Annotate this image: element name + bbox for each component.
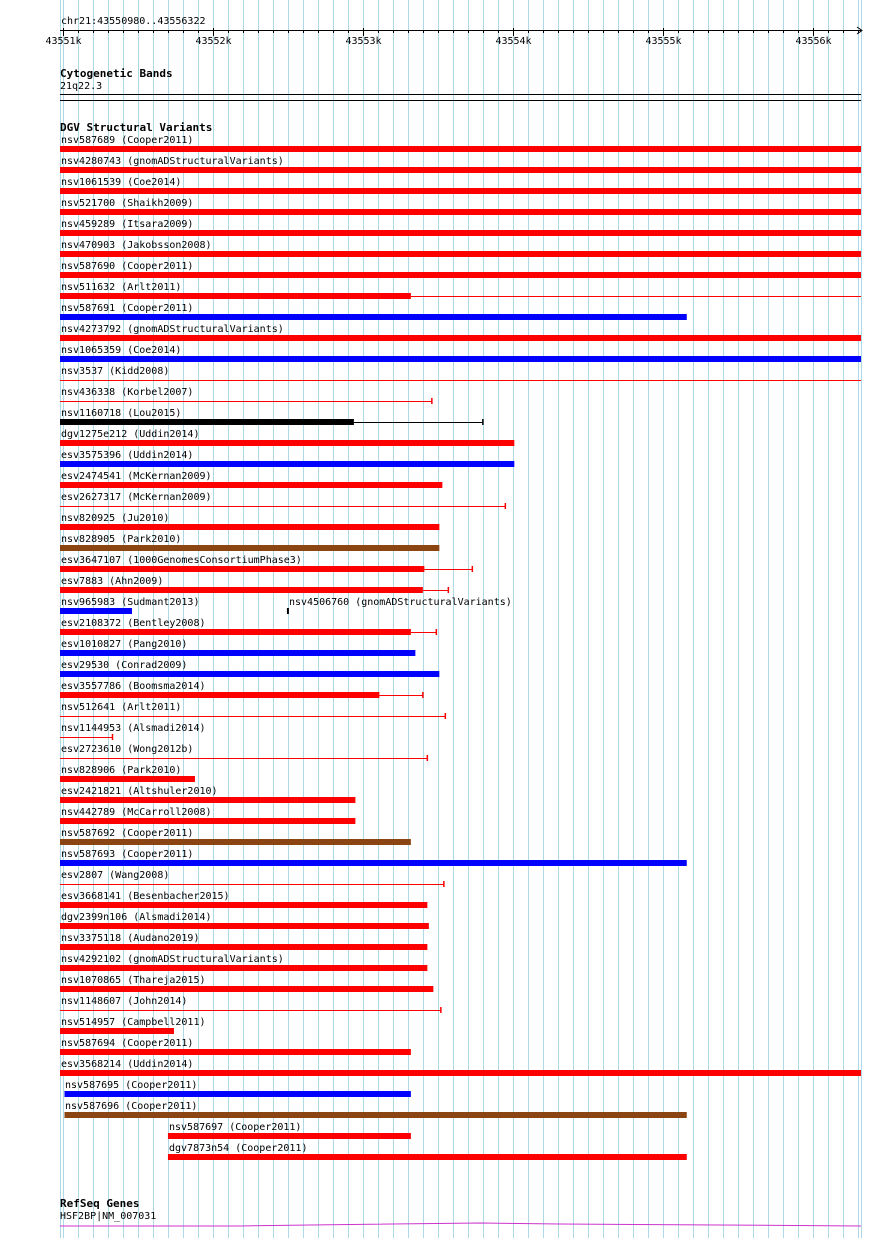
variant-label: esv7883 (Ahn2009) — [61, 576, 164, 587]
variant-feature[interactable] — [60, 219, 861, 236]
variant-feature[interactable] — [60, 849, 687, 866]
variant-bar[interactable] — [60, 188, 861, 194]
variant-feature[interactable] — [168, 1122, 411, 1139]
variant-bar[interactable] — [60, 1070, 861, 1076]
cytoband-ideogram — [60, 95, 861, 101]
variant-bar[interactable] — [168, 1133, 411, 1139]
variant-feature[interactable] — [60, 366, 861, 381]
variant-feature[interactable] — [60, 912, 429, 929]
variant-label: nsv828905 (Park2010) — [61, 534, 182, 545]
variant-label: nsv4506760 (gnomADStructuralVariants) — [289, 597, 512, 608]
variant-feature[interactable] — [60, 303, 687, 320]
variant-label: esv3575396 (Uddin2014) — [61, 450, 194, 461]
variant-label: nsv521700 (Shaikh2009) — [61, 198, 194, 209]
variant-bar[interactable] — [60, 965, 427, 971]
dgv-track-title[interactable]: DGV Structural Variants — [60, 121, 213, 134]
variant-bar[interactable] — [60, 482, 442, 488]
ruler-tick-label: 43555k — [645, 36, 682, 47]
variant-feature[interactable] — [60, 408, 483, 425]
variant-label: esv2723610 (Wong2012b) — [61, 744, 194, 755]
refseq-track-title[interactable]: RefSeq Genes — [60, 1197, 140, 1210]
variant-bar[interactable] — [60, 587, 423, 593]
variant-feature[interactable] — [60, 555, 472, 572]
variant-label: dgv7873n54 (Cooper2011) — [169, 1143, 308, 1154]
variant-label: nsv514957 (Campbell2011) — [61, 1017, 206, 1028]
variant-label: nsv587695 (Cooper2011) — [65, 1080, 198, 1091]
variant-bar[interactable] — [60, 797, 355, 803]
variant-feature[interactable] — [60, 177, 861, 194]
variant-bar[interactable] — [60, 860, 687, 866]
variant-label: nsv828906 (Park2010) — [61, 765, 182, 776]
variant-label: nsv3537 (Kidd2008) — [61, 366, 170, 377]
variant-bar[interactable] — [60, 839, 411, 845]
variant-label: esv2807 (Wang2008) — [61, 870, 170, 881]
variant-feature[interactable] — [64, 1101, 686, 1118]
variant-bar[interactable] — [60, 524, 439, 530]
variant-label: nsv511632 (Arlt2011) — [61, 282, 182, 293]
variant-label: nsv4273792 (gnomADStructuralVariants) — [61, 324, 284, 335]
variant-bar[interactable] — [60, 566, 424, 572]
variant-label: nsv4292102 (gnomADStructuralVariants) — [61, 954, 284, 965]
ruler-tick-label: 43554k — [495, 36, 532, 47]
variant-label: esv29530 (Conrad2009) — [61, 660, 188, 671]
ruler-tick-label: 43551k — [45, 36, 82, 47]
variant-label: nsv587690 (Cooper2011) — [61, 261, 194, 272]
refseq-gene-model[interactable] — [60, 1223, 861, 1226]
variant-label: esv1010827 (Pang2010) — [61, 639, 188, 650]
variant-bar[interactable] — [60, 629, 411, 635]
variant-bar[interactable] — [60, 440, 514, 446]
variant-label: nsv587692 (Cooper2011) — [61, 828, 194, 839]
variant-feature[interactable] — [60, 618, 436, 635]
variant-feature[interactable] — [60, 450, 514, 467]
variant-label: nsv1160718 (Lou2015) — [61, 408, 182, 419]
variant-feature[interactable] — [60, 954, 427, 971]
variant-label: esv2421821 (Altshuler2010) — [61, 786, 218, 797]
variant-bar[interactable] — [60, 230, 861, 236]
variant-bar[interactable] — [60, 419, 354, 425]
variant-label: nsv436338 (Korbel2007) — [61, 387, 194, 398]
variant-bar[interactable] — [60, 272, 861, 278]
variant-feature[interactable] — [60, 261, 861, 278]
variant-bar[interactable] — [60, 986, 433, 992]
variant-bar[interactable] — [60, 293, 411, 299]
variant-bar[interactable] — [60, 335, 861, 341]
variant-feature[interactable] — [60, 345, 861, 362]
variant-bar[interactable] — [60, 650, 415, 656]
variant-label: esv3647107 (1000GenomesConsortiumPhase3) — [61, 555, 302, 566]
variant-feature[interactable] — [60, 996, 441, 1013]
variant-feature[interactable] — [60, 975, 433, 992]
variant-label: esv2474541 (McKernan2009) — [61, 471, 212, 482]
variant-label: nsv1144953 (Alsmadi2014) — [61, 723, 206, 734]
variant-bar[interactable] — [60, 209, 861, 215]
variant-feature[interactable] — [60, 1038, 411, 1055]
variant-feature[interactable] — [60, 807, 355, 824]
variant-feature[interactable] — [60, 513, 439, 530]
variant-feature[interactable] — [60, 702, 445, 719]
region-coordinates-label: chr21:43550980..43556322 — [61, 16, 206, 27]
variant-feature[interactable] — [60, 576, 448, 593]
refseq-gene-label[interactable]: HSF2BP|NM_007031 — [60, 1211, 157, 1222]
variant-feature[interactable] — [60, 282, 861, 299]
variant-bar[interactable] — [60, 1028, 174, 1034]
variant-feature[interactable] — [64, 1080, 410, 1097]
ruler-tick-label: 43553k — [345, 36, 382, 47]
variant-feature[interactable] — [60, 828, 411, 845]
variant-bar[interactable] — [60, 818, 355, 824]
variant-label: dgv2399n106 (Alsmadi2014) — [61, 912, 212, 923]
variant-feature[interactable] — [288, 597, 512, 614]
variant-bar[interactable] — [168, 1154, 687, 1160]
variant-bar[interactable] — [60, 167, 861, 173]
variant-label: nsv3375118 (Audano2019) — [61, 933, 200, 944]
variant-feature[interactable] — [60, 639, 415, 656]
variant-feature[interactable] — [60, 240, 861, 257]
variant-label: nsv470903 (Jakobsson2008) — [61, 240, 212, 251]
cytoband-track-title[interactable]: Cytogenetic Bands — [60, 67, 173, 80]
variant-feature[interactable] — [60, 198, 861, 215]
variant-label: nsv587693 (Cooper2011) — [61, 849, 194, 860]
variant-label: nsv587694 (Cooper2011) — [61, 1038, 194, 1049]
variant-bar[interactable] — [60, 692, 379, 698]
variant-bar[interactable] — [60, 314, 687, 320]
variant-label: nsv1148607 (John2014) — [61, 996, 188, 1007]
variant-feature[interactable] — [168, 1143, 687, 1160]
variant-bar[interactable] — [64, 1112, 686, 1118]
variant-bar[interactable] — [60, 251, 861, 257]
variant-label: nsv820925 (Ju2010) — [61, 513, 170, 524]
variant-bar[interactable] — [60, 776, 195, 782]
variant-feature[interactable] — [60, 135, 861, 152]
variant-label: esv3668141 (Besenbacher2015) — [61, 891, 230, 902]
variant-bar[interactable] — [60, 671, 439, 677]
variant-bar[interactable] — [60, 944, 427, 950]
variant-label: esv3568214 (Uddin2014) — [61, 1059, 194, 1070]
variant-bar[interactable] — [60, 902, 427, 908]
variant-label: esv3557786 (Boomsma2014) — [61, 681, 206, 692]
variant-bar[interactable] — [60, 461, 514, 467]
variant-feature[interactable] — [60, 324, 861, 341]
variant-feature[interactable] — [60, 429, 514, 446]
variant-feature[interactable] — [60, 387, 432, 404]
variant-label: nsv1065359 (Coe2014) — [61, 345, 182, 356]
variant-feature[interactable] — [60, 156, 861, 173]
variant-feature[interactable] — [60, 786, 355, 803]
variant-label: nsv459289 (Itsara2009) — [61, 219, 194, 230]
variant-feature[interactable] — [60, 534, 439, 551]
variant-bar[interactable] — [60, 356, 861, 362]
variant-feature[interactable] — [60, 870, 444, 887]
variant-feature[interactable] — [60, 597, 199, 614]
variant-label: nsv965983 (Sudmant2013) — [61, 597, 200, 608]
variant-label: nsv587689 (Cooper2011) — [61, 135, 194, 146]
variant-bar[interactable] — [64, 1091, 410, 1097]
variant-label: nsv4280743 (gnomADStructuralVariants) — [61, 156, 284, 167]
cytoband-label: 21q22.3 — [60, 81, 103, 92]
variant-feature[interactable] — [60, 765, 195, 782]
variant-label: nsv442789 (McCarroll2008) — [61, 807, 212, 818]
ruler-tick-label: 43552k — [195, 36, 232, 47]
variant-label: nsv587691 (Cooper2011) — [61, 303, 194, 314]
variant-label: esv2108372 (Bentley2008) — [61, 618, 206, 629]
dgv-variant-features — [60, 135, 861, 1160]
variant-bar[interactable] — [60, 923, 429, 929]
variant-feature[interactable] — [60, 471, 442, 488]
variant-label: nsv1070865 (Thareja2015) — [61, 975, 206, 986]
variant-feature[interactable] — [60, 1059, 861, 1076]
variant-label: esv2627317 (McKernan2009) — [61, 492, 212, 503]
variant-bar[interactable] — [60, 146, 861, 152]
variant-label: nsv587696 (Cooper2011) — [65, 1101, 198, 1112]
variant-feature[interactable] — [60, 660, 439, 677]
variant-bar[interactable] — [60, 545, 439, 551]
variant-label: nsv512641 (Arlt2011) — [61, 702, 182, 713]
ruler-tick-label: 43556k — [795, 36, 832, 47]
variant-label: dgv1275e212 (Uddin2014) — [61, 429, 200, 440]
variant-label: nsv587697 (Cooper2011) — [169, 1122, 302, 1133]
variant-feature[interactable] — [60, 681, 423, 698]
variant-bar[interactable] — [60, 608, 132, 614]
variant-label: nsv1061539 (Coe2014) — [61, 177, 182, 188]
variant-bar[interactable] — [60, 1049, 411, 1055]
